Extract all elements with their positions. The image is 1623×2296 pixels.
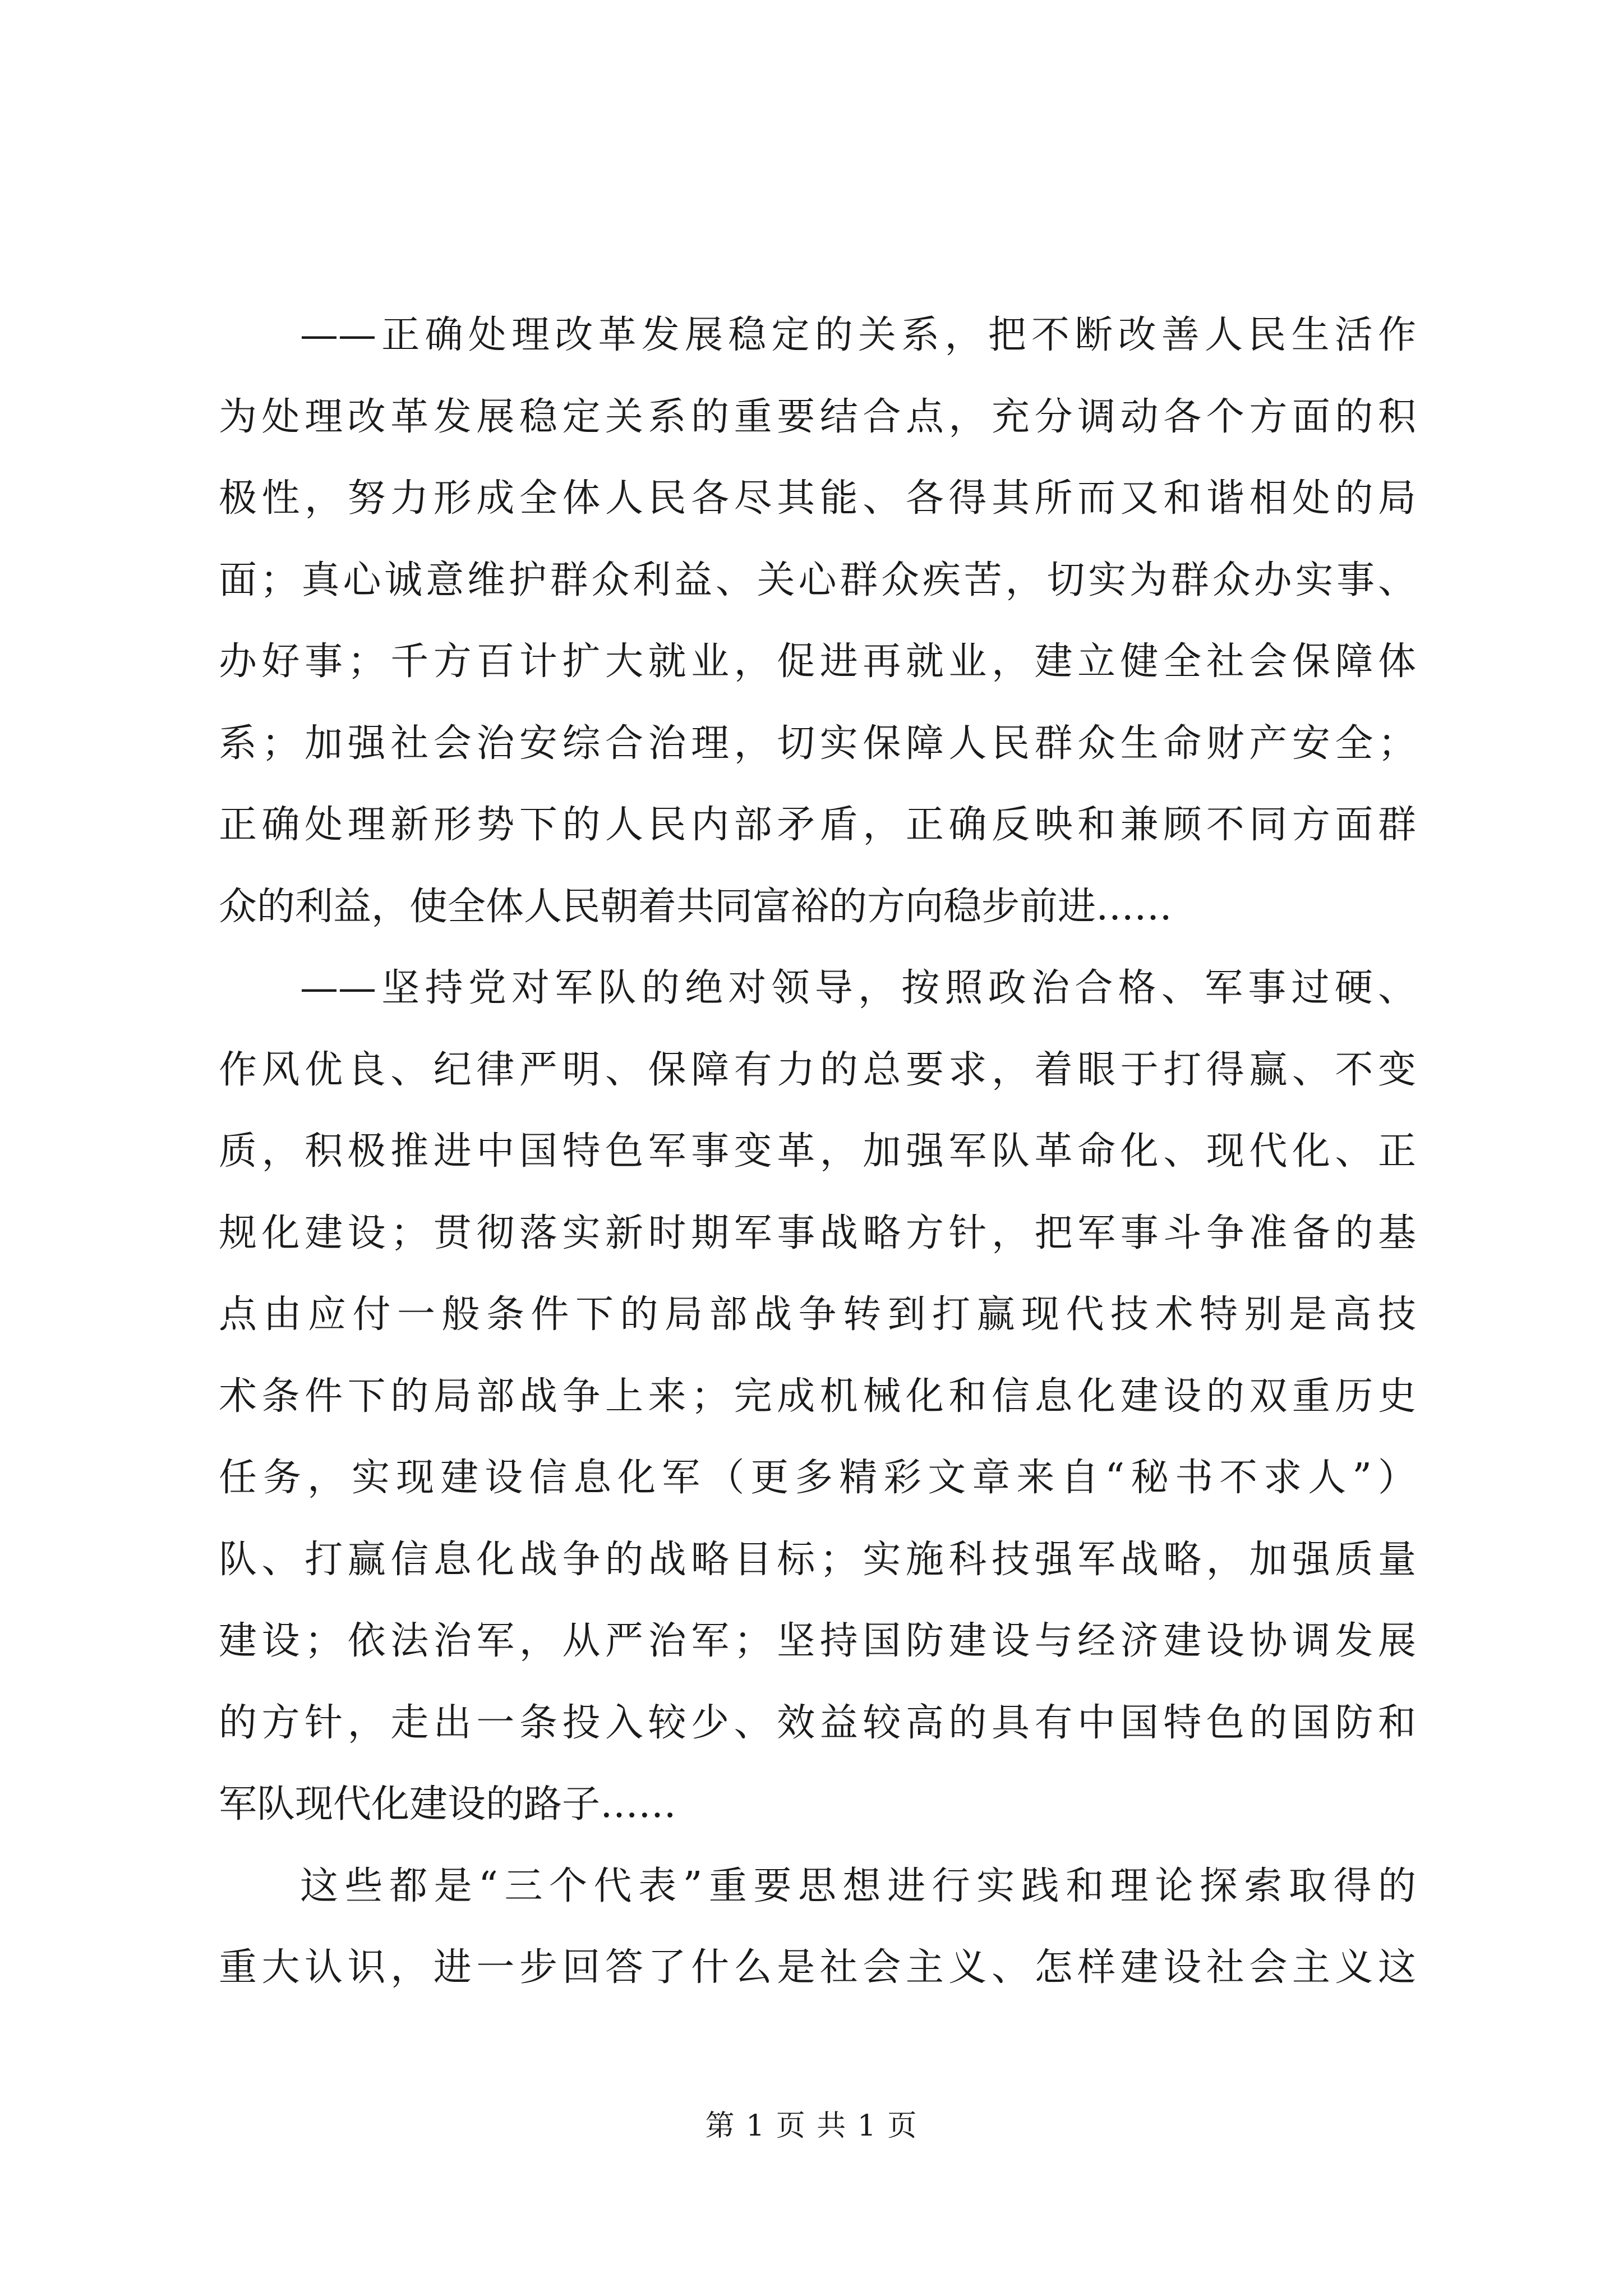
- paragraph-line: 术条件下的局部战争上来；完成机械化和信息化建设的双重历史: [219, 1374, 1416, 1419]
- paragraph-line: ——坚持党对军队的绝对领导，按照政治合格、军事过硬、: [300, 966, 1416, 1010]
- paragraph-line: 极性，努力形成全体人民各尽其能、各得其所而又和谐相处的局: [219, 476, 1416, 521]
- paragraph-line: 任务，实现建设信息化军（更多精彩文章来自“秘书不求人”）: [219, 1456, 1416, 1500]
- paragraph-line: 规化建设；贯彻落实新时期军事战略方针，把军事斗争准备的基: [219, 1211, 1416, 1255]
- paragraph-line: 军队现代化建设的路子……: [219, 1782, 677, 1826]
- paragraph-line: 办好事；千方百计扩大就业，促进再就业，建立健全社会保障体: [219, 639, 1416, 684]
- paragraph-line: 系；加强社会治安综合治理，切实保障人民群众生命财产安全；: [219, 721, 1416, 766]
- paragraph-line: 作风优良、纪律严明、保障有力的总要求，着眼于打得赢、不变: [219, 1047, 1416, 1092]
- paragraph-line: 队、打赢信息化战争的战略目标；实施科技强军战略，加强质量: [219, 1537, 1416, 1582]
- paragraph-line: 点由应付一般条件下的局部战争转到打赢现代技术特别是高技: [219, 1292, 1416, 1337]
- page-number-footer: 第 1 页 共 1 页: [705, 2109, 918, 2143]
- paragraph-line: 建设；依法治军，从严治军；坚持国防建设与经济建设协调发展: [219, 1619, 1416, 1663]
- paragraph-line: 质，积极推进中国特色军事变革，加强军队革命化、现代化、正: [219, 1129, 1416, 1174]
- paragraph-line: 正确处理新形势下的人民内部矛盾，正确反映和兼顾不同方面群: [219, 803, 1416, 847]
- paragraph-line: 的方针，走出一条投入较少、效益较高的具有中国特色的国防和: [219, 1700, 1416, 1745]
- document-body: [219, 295, 1416, 2009]
- paragraph-line: 重大认识，进一步回答了什么是社会主义、怎样建设社会主义这: [219, 1945, 1416, 1990]
- paragraph-2: [219, 947, 1416, 1846]
- paragraph-1: [219, 295, 1416, 947]
- paragraph-line: ——正确处理改革发展稳定的关系，把不断改善人民生活作: [300, 313, 1416, 357]
- paragraph-line: 面；真心诚意维护群众利益、关心群众疾苦，切实为群众办实事、: [219, 558, 1416, 602]
- paragraph-line: 为处理改革发展稳定关系的重要结合点，充分调动各个方面的积: [219, 394, 1416, 439]
- paragraph-3: [219, 1846, 1416, 2009]
- paragraph-line: 众的利益，使全体人民朝着共同富裕的方向稳步前进……: [219, 884, 1173, 929]
- paragraph-line: 这些都是“三个代表”重要思想进行实践和理论探索取得的: [300, 1864, 1416, 1908]
